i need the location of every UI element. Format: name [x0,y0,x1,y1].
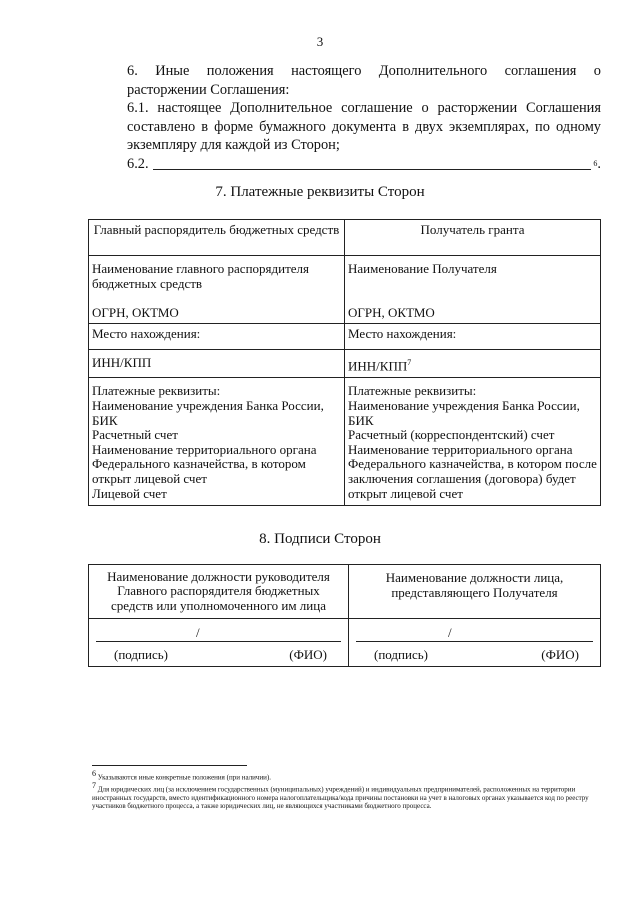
name-caption: (ФИО) [541,647,579,662]
section-6-2-label: 6.2. [127,155,149,172]
footnote-text: Указываются иные конкретные положения (при наличии). [97,773,271,782]
footnote-mark: 7 [92,781,96,790]
section-7-title: 7. Платежные реквизиты Сторон [215,184,425,200]
payer-bank-details-cell: Платежные реквизиты: Наименование учреждения Банка России, БИК Расчетный счет Наименование территориального органа Федерального казначейства, в котором открыт лицевой счет Лицевой счет [89,378,345,506]
section-8-title: 8. Подписи Сторон [259,531,381,547]
recipient-name-cell: Наименование Получателя ОГРН, ОКТМО [345,256,601,324]
signature-cell-left [89,619,349,667]
signature-caption: (подпись) [374,647,428,662]
payer-inn-cell: ИНН/КПП [89,350,345,378]
page-number: 3 [316,34,324,49]
footnote-text: Для юридических лиц (за исключением государственных (муниципальных) учреждений) и индивидуальных предпринимателей, расположенных на территории иностранных государств, вместо идентификационного номера налогоплательщика/кода причины постановки на учет в налоговых органах указывается код по реестру участников бюджетного процесса, а также юридических лиц, не являющихся участниками бюджетного процесса. [92,785,589,811]
footnote-ref-6: 6 [593,158,598,168]
signatures-table [88,564,601,667]
recipient-bank-details-cell: Платежные реквизиты: Наименование учреждения Банка России, БИК Расчетный (корреспондентский) счет Наименование территориального органа Федерального казначейства, в котором после заключения соглашения (договора) будет открыт лицевой счет [345,378,601,506]
payer-address-cell: Место нахождения: [89,324,345,350]
signature-header-right: Наименование должности лица, представляющего Получателя [349,565,601,619]
section-6-2-blank-line [153,169,592,170]
footnote-7 [92,782,597,811]
payment-header-left: Главный распорядитель бюджетных средств [89,220,345,256]
signature-row [89,619,601,667]
table-row [89,256,601,324]
payment-header-right: Получатель гранта [345,220,601,256]
payment-details-table [88,219,601,506]
signature-caption: (подпись) [114,647,168,662]
signature-header-row [89,565,601,619]
table-row [89,350,601,378]
section-6-1: 6.1. настоящее Дополнительное соглашение о расторжении Соглашения составлено в форме бумажного документа в двух экземплярах, по одному экземпляру для каждой из Сторон; [127,100,601,154]
table-row [89,378,601,506]
signature-slash: / [196,625,200,640]
payment-header-row [89,220,601,256]
section-6 [95,62,601,174]
name-caption: (ФИО) [289,647,327,662]
signature-cell-right [349,619,601,667]
recipient-address-cell: Место нахождения: [345,324,601,350]
footnote-6 [92,770,597,782]
footnote-separator [92,765,247,766]
signature-slash: / [448,625,452,640]
recipient-inn-cell [345,350,601,378]
section-6-2 [95,155,601,174]
signature-line [96,625,341,642]
table-row [89,324,601,350]
signature-captions [352,642,597,663]
section-6-heading: 6. Иные положения настоящего Дополнительного соглашения о расторжении Соглашения: [127,63,601,98]
recipient-inn-label: ИНН/КПП [348,358,408,374]
signature-captions [92,642,345,663]
section-6-2-end: . [597,155,601,172]
payer-name-cell: Наименование главного распорядителя бюджетных средств ОГРН, ОКТМО [89,256,345,324]
signature-line [356,625,593,642]
signature-header-left: Наименование должности руководителя Главного распорядителя бюджетных средств или уполномоченного им лица [89,565,349,619]
footnote-mark: 6 [92,769,96,778]
footnote-ref-7: 7 [407,358,412,368]
